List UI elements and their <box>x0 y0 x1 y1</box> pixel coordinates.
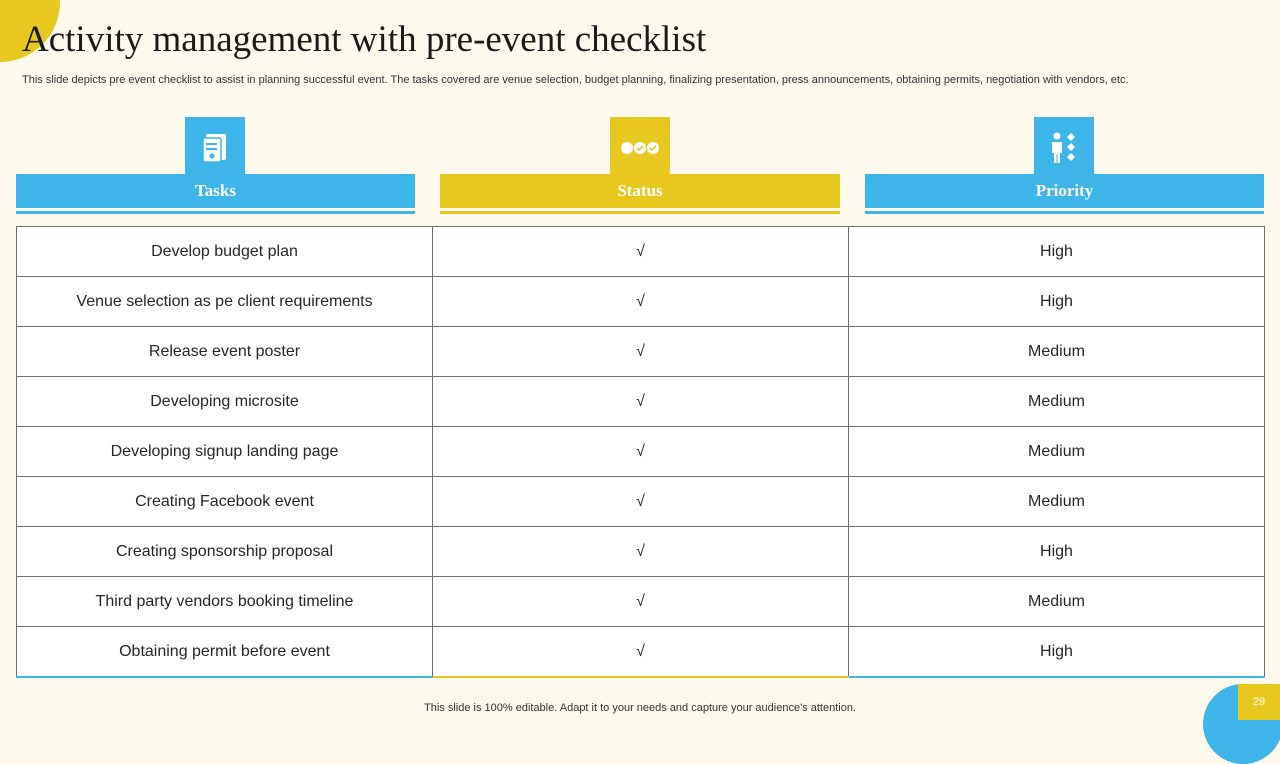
table-row <box>17 577 1265 627</box>
page-number: 29 <box>1238 684 1280 720</box>
priority-cell: High <box>849 527 1265 577</box>
header-underline <box>16 211 415 214</box>
status-cell: √ <box>433 377 849 427</box>
priority-cell: High <box>849 227 1265 277</box>
priority-cell: Medium <box>849 427 1265 477</box>
task-cell: Obtaining permit before event <box>17 627 433 678</box>
priority-cell: Medium <box>849 377 1265 427</box>
task-cell: Third party vendors booking timeline <box>17 577 433 627</box>
header-underline <box>865 211 1264 214</box>
task-cell: Creating sponsorship proposal <box>17 527 433 577</box>
column-label-status: Status <box>440 174 840 208</box>
slide-subtitle: This slide depicts pre event checklist to assist in planning successful event. The tasks covered are venue selection, budget planning, finalizing presentation, press announcements, obtaining permits, negotiation with vendors, etc. <box>22 74 1129 86</box>
status-cell: √ <box>433 427 849 477</box>
priority-cell: High <box>849 277 1265 327</box>
table-row <box>17 527 1265 577</box>
status-cell: √ <box>433 277 849 327</box>
person-checklist-icon <box>1033 116 1095 180</box>
column-label-tasks: Tasks <box>16 174 415 208</box>
task-cell: Developing signup landing page <box>17 427 433 477</box>
table-row <box>17 627 1265 678</box>
column-header-priority <box>865 116 1264 216</box>
column-header-status <box>440 116 840 216</box>
column-header-tasks <box>16 116 415 216</box>
progress-dots-icon <box>609 116 671 180</box>
table-row <box>17 227 1265 277</box>
column-label-priority: Priority <box>865 174 1264 208</box>
task-cell: Creating Facebook event <box>17 477 433 527</box>
status-cell: √ <box>433 527 849 577</box>
status-cell: √ <box>433 227 849 277</box>
table-row <box>17 327 1265 377</box>
priority-cell: Medium <box>849 577 1265 627</box>
task-cell: Venue selection as pe client requirements <box>17 277 433 327</box>
priority-cell: High <box>849 627 1265 678</box>
priority-cell: Medium <box>849 327 1265 377</box>
priority-cell: Medium <box>849 477 1265 527</box>
status-cell: √ <box>433 627 849 678</box>
task-cell: Release event poster <box>17 327 433 377</box>
status-cell: √ <box>433 327 849 377</box>
document-icon <box>184 116 246 180</box>
table-row <box>17 377 1265 427</box>
status-cell: √ <box>433 577 849 627</box>
table-row <box>17 427 1265 477</box>
status-cell: √ <box>433 477 849 527</box>
task-cell: Develop budget plan <box>17 227 433 277</box>
header-underline <box>440 211 840 214</box>
table-row <box>17 277 1265 327</box>
checklist-table <box>16 226 1265 678</box>
slide-title: Activity management with pre-event checklist <box>22 19 707 60</box>
slide-footer: This slide is 100% editable. Adapt it to your needs and capture your audience's attention. <box>424 702 856 714</box>
task-cell: Developing microsite <box>17 377 433 427</box>
table-row <box>17 477 1265 527</box>
